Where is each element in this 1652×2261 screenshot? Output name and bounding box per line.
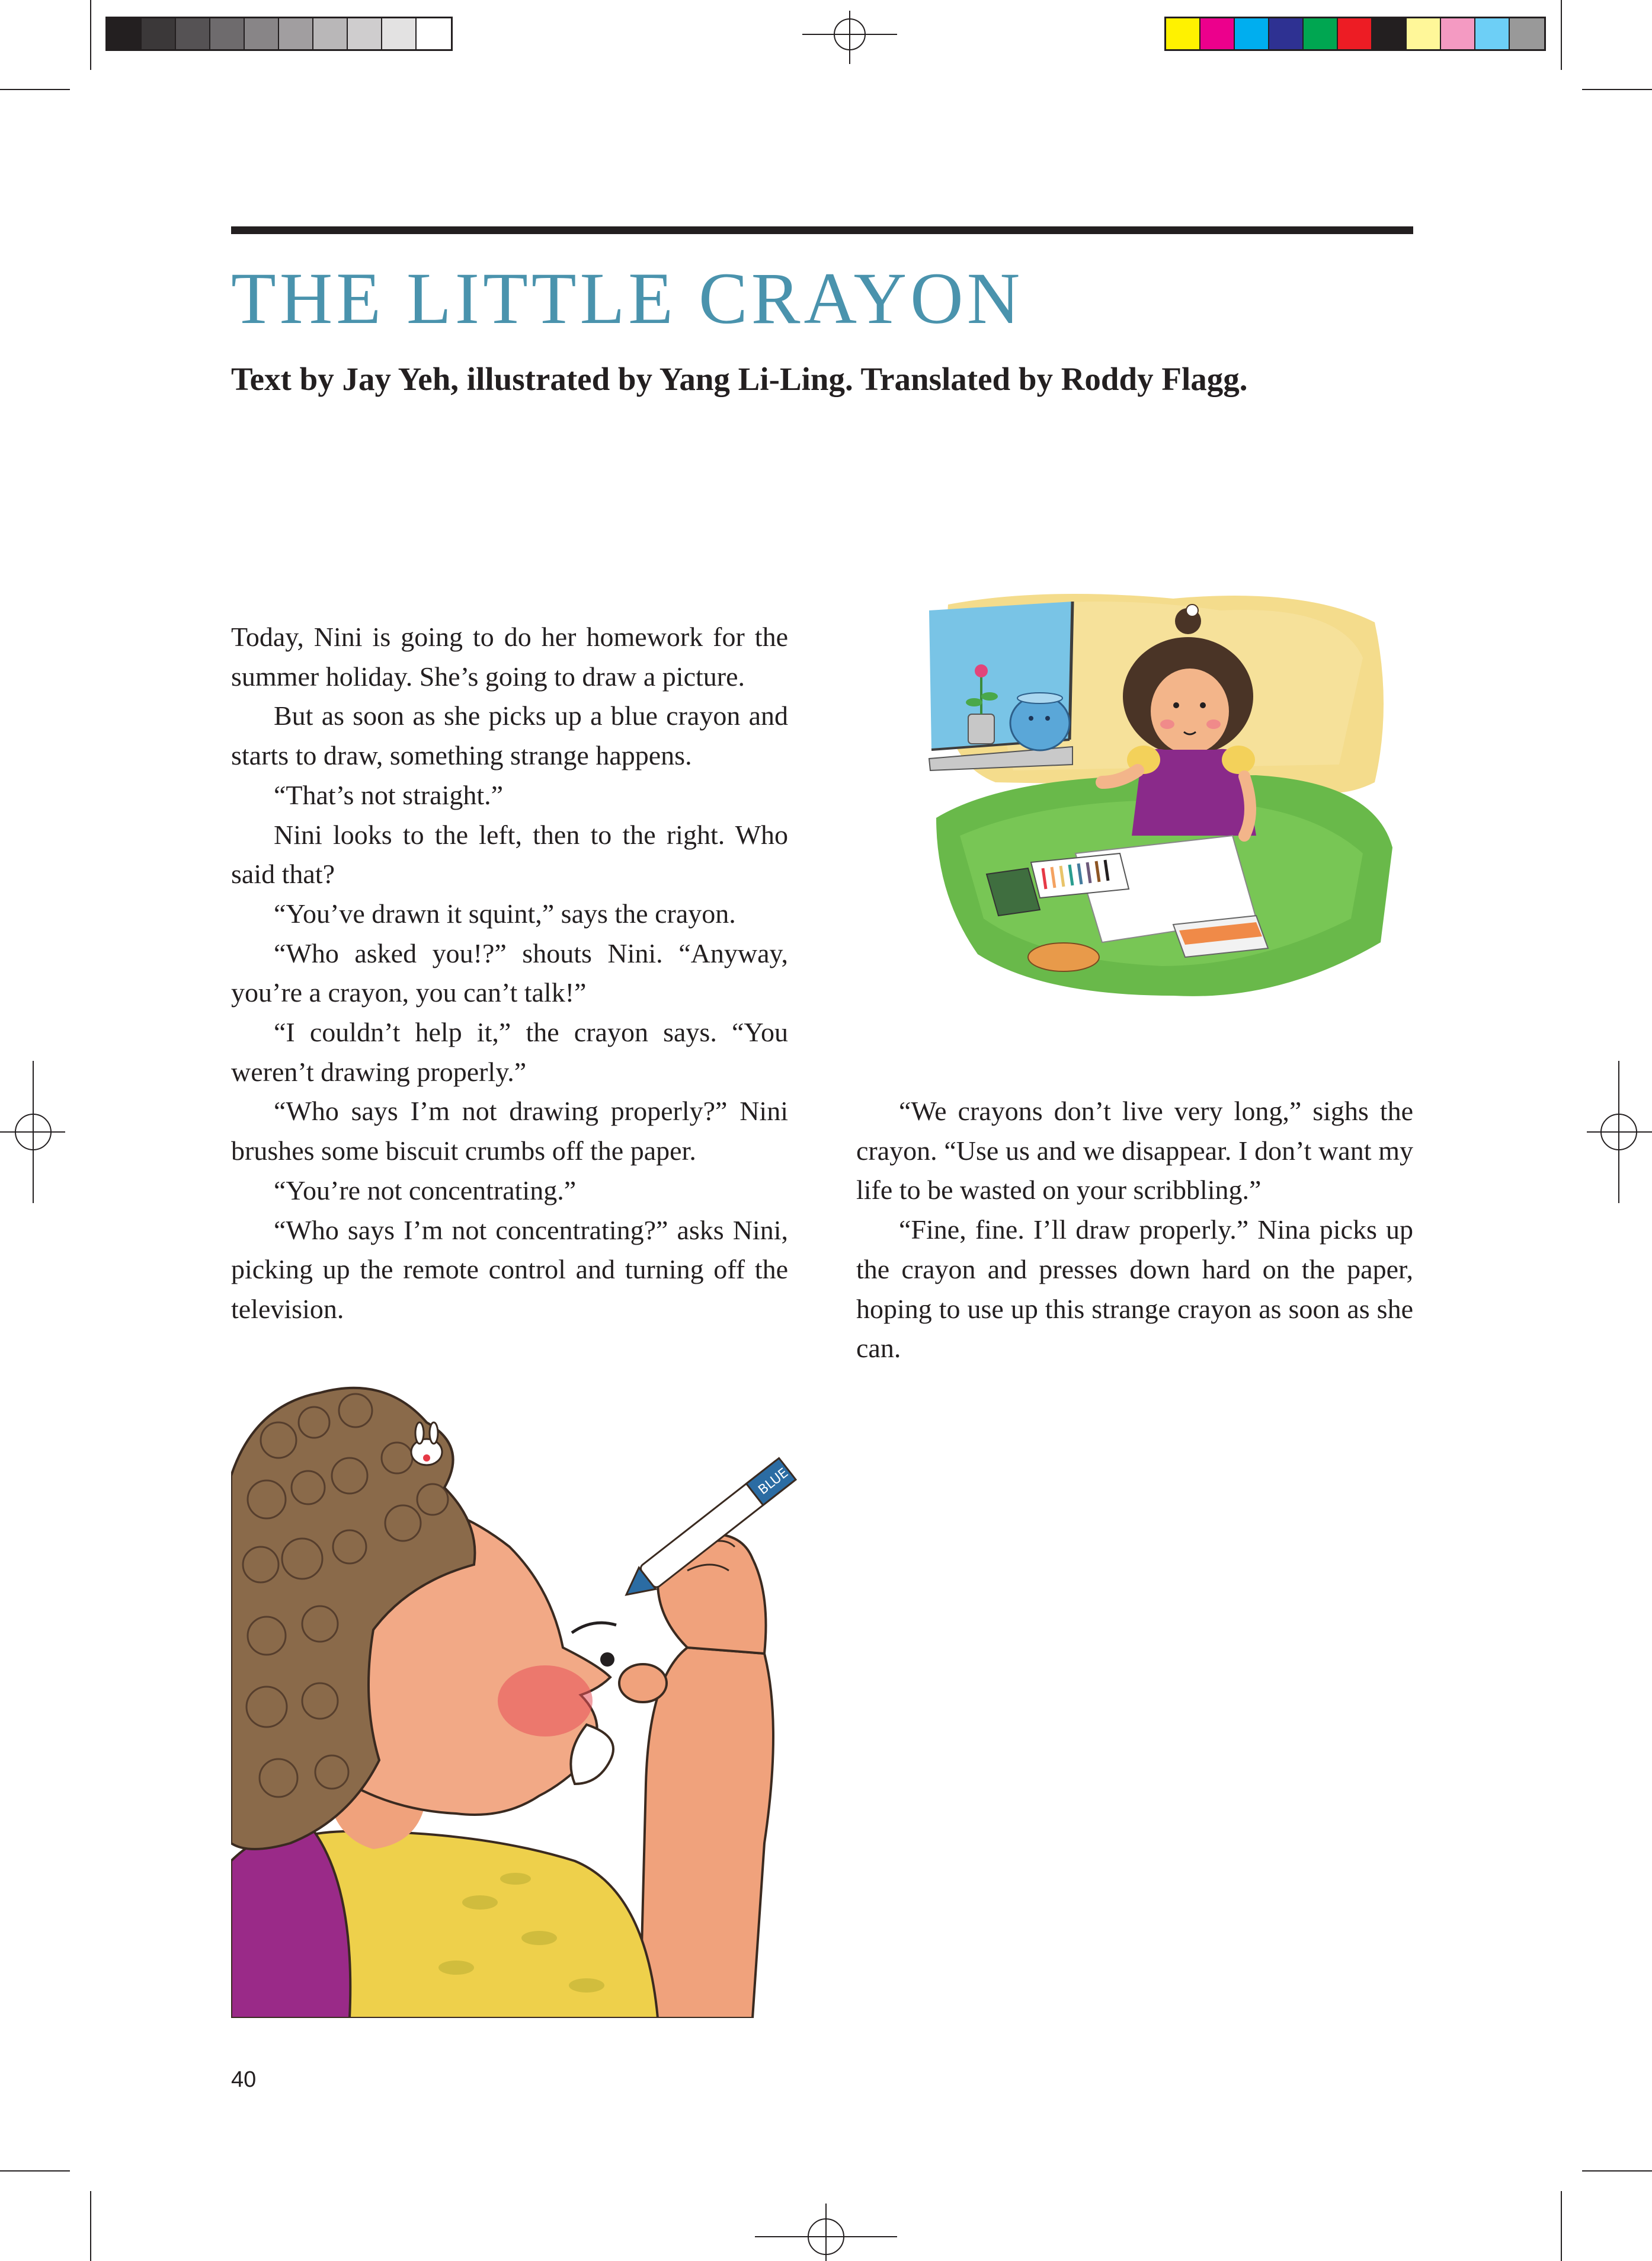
illustration-girl-shouting xyxy=(231,1369,1001,2018)
color-swatch xyxy=(1269,18,1304,49)
paragraph: Nini looks to the left, then to the right. Who said that? xyxy=(231,819,788,890)
paragraph: “Who asked you!?” shouts Nini. “Anyway, you’re a crayon, you can’t talk!” xyxy=(231,938,788,1008)
grayscale-swatch xyxy=(245,18,279,49)
paragraph: “Who says I’m not drawing properly?” Nini brushes some biscuit crumbs off the paper. xyxy=(231,1096,788,1166)
paragraph: “That’s not straight.” xyxy=(274,779,504,810)
paragraph: “I couldn’t help it,” the crayon says. “You weren’t drawing properly.” xyxy=(231,1017,788,1087)
grayscale-swatch xyxy=(313,18,348,49)
color-swatch xyxy=(1441,18,1475,49)
svg-text:BLUE: BLUE xyxy=(755,1465,792,1498)
grayscale-swatch xyxy=(176,18,210,49)
color-swatch xyxy=(1510,18,1544,49)
grayscale-swatch xyxy=(348,18,382,49)
grayscale-swatch xyxy=(142,18,176,49)
paragraph: “Fine, fine. I’ll draw properly.” Nina picks up the crayon and presses down hard on the paper, hoping to use up this strange crayon as soon as she can. xyxy=(856,1214,1413,1364)
paragraph: But as soon as she picks up a blue crayon and starts to draw, something strange happens. xyxy=(231,701,788,771)
grayscale-swatch xyxy=(279,18,313,49)
color-bar xyxy=(1164,17,1546,51)
text-column-right xyxy=(856,1092,1413,1368)
paragraph: “You’re not concentrating.” xyxy=(274,1175,577,1205)
registration-mark-top xyxy=(802,11,897,64)
paragraph: “You’ve drawn it squint,” says the crayon. xyxy=(274,898,736,929)
color-swatch xyxy=(1338,18,1372,49)
page-number: 40 xyxy=(231,2067,257,2092)
grayscale-swatch xyxy=(417,18,451,49)
registration-mark-right xyxy=(1587,1061,1652,1203)
grayscale-bar xyxy=(105,17,453,51)
color-swatch xyxy=(1235,18,1269,49)
color-swatch xyxy=(1372,18,1407,49)
color-swatch xyxy=(1475,18,1510,49)
byline: Text by Jay Yeh, illustrated by Yang Li-Ling. Translated by Roddy Flagg. xyxy=(231,361,1248,397)
grayscale-swatch xyxy=(210,18,245,49)
registration-mark-left xyxy=(0,1061,65,1203)
title-rule xyxy=(231,226,1413,234)
color-swatch xyxy=(1407,18,1441,49)
color-swatch xyxy=(1166,18,1200,49)
color-swatch xyxy=(1200,18,1235,49)
illustration-girl-drawing xyxy=(924,587,1392,1008)
registration-mark-bottom xyxy=(755,2204,897,2261)
text-column-left xyxy=(231,618,788,1329)
grayscale-swatch xyxy=(107,18,142,49)
page-title: THE LITTLE CRAYON xyxy=(231,258,1024,339)
color-swatch xyxy=(1304,18,1338,49)
grayscale-swatch xyxy=(382,18,417,49)
paragraph: “Who says I’m not concentrating?” asks Nini, picking up the remote control and turning off the television. xyxy=(231,1214,788,1324)
paragraph: “We crayons don’t live very long,” sighs the crayon. “Use us and we disappear. I don’t want my life to be wasted on your scribbling.” xyxy=(856,1096,1413,1205)
paragraph: Today, Nini is going to do her homework for the summer holiday. She’s going to draw a picture. xyxy=(231,622,788,692)
